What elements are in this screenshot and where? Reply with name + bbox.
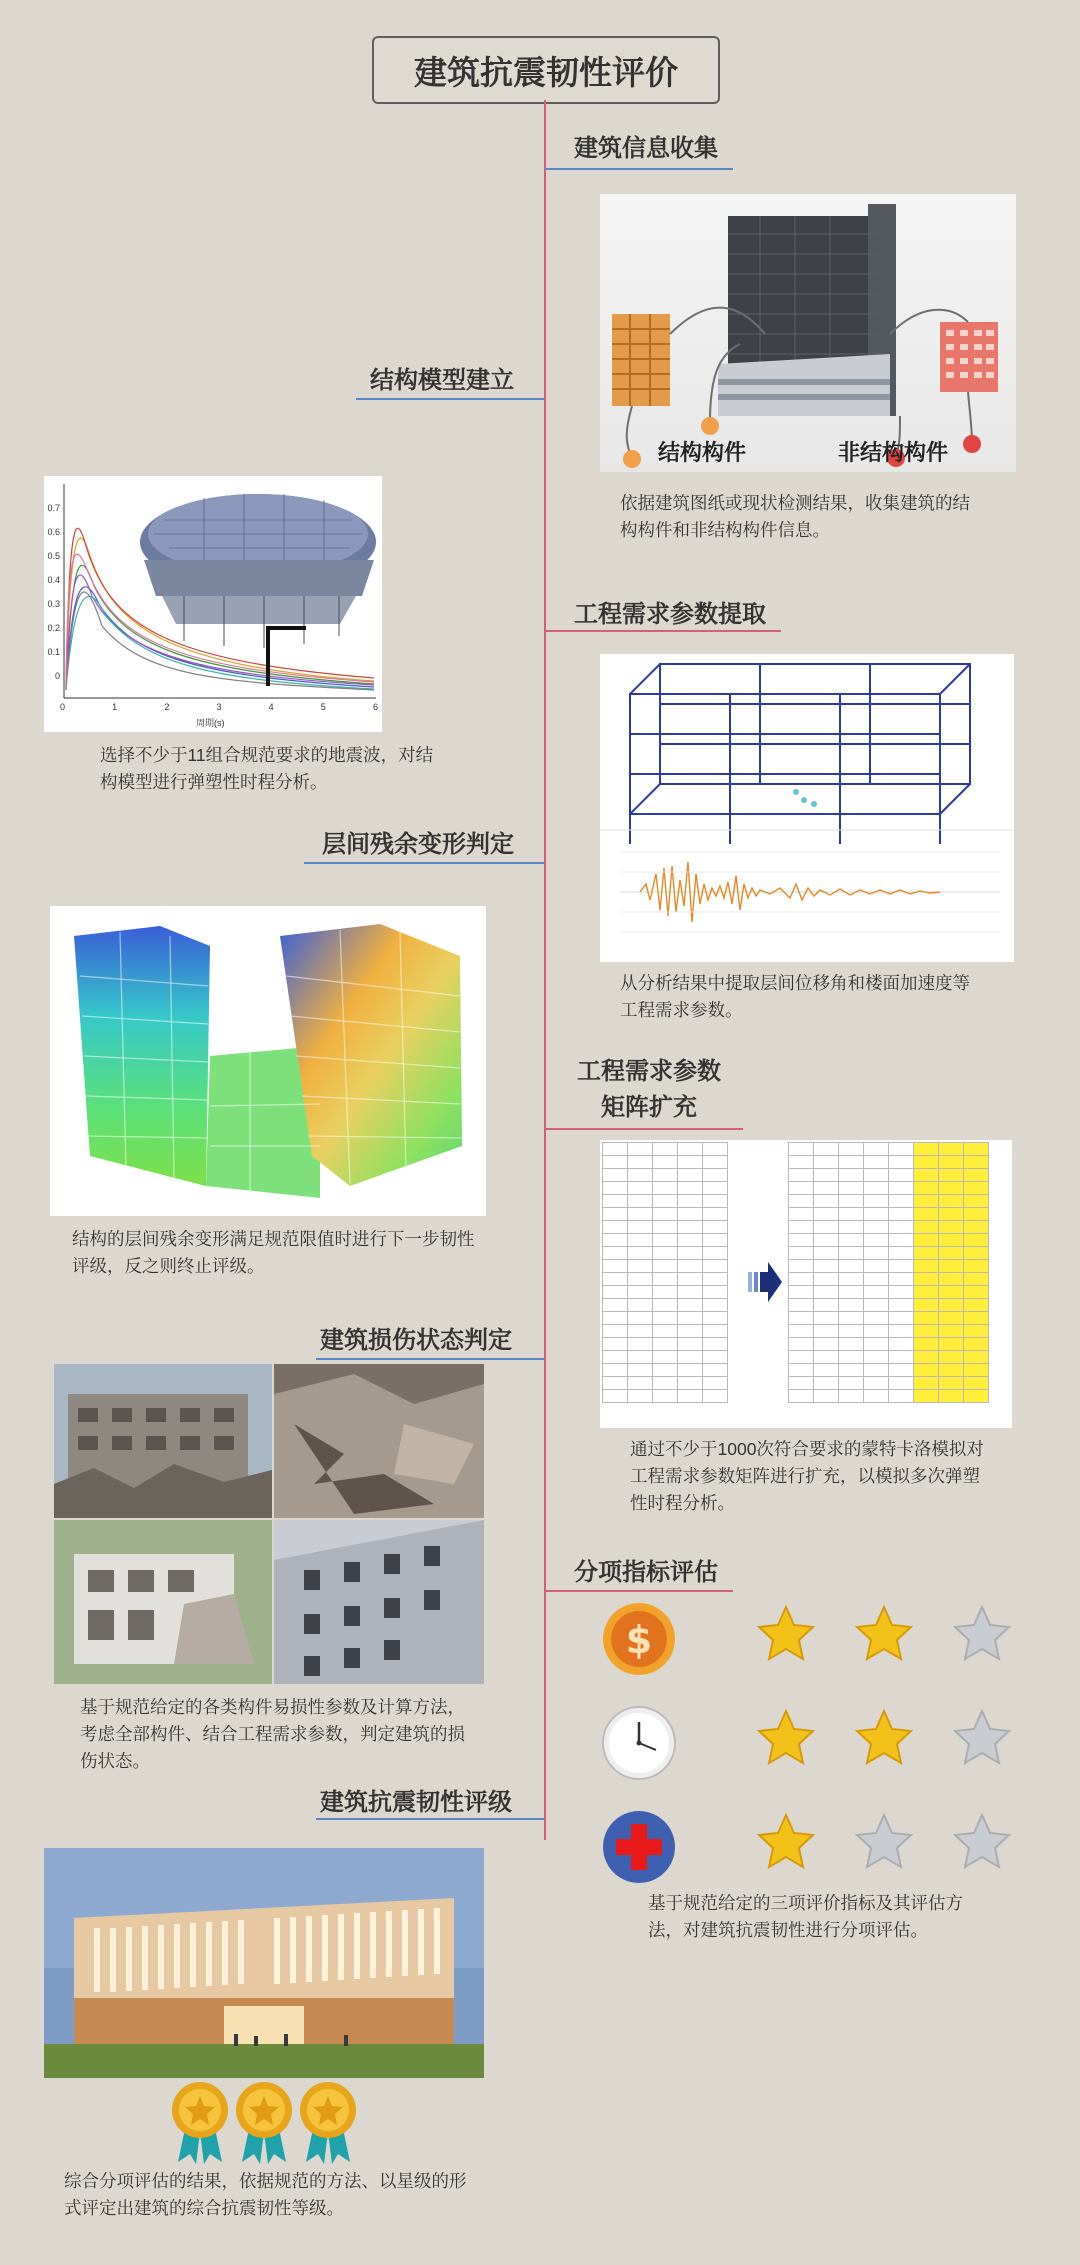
step-label-edp-matrix-line1: 工程需求参数	[577, 1058, 721, 1085]
medal-icon	[298, 2080, 358, 2166]
step-label-edp-matrix	[574, 1054, 724, 1126]
step-desc-residual-deformation: 结构的层间残余变形满足规范限值时进行下一步韧性评级，反之则终止评级。	[72, 1229, 475, 1276]
rating-stars-casualty	[756, 1812, 1012, 1870]
step-label-structural-model: 结构模型建立	[370, 367, 514, 394]
branch-connector	[545, 1590, 733, 1592]
structural-components-label: 结构构件	[658, 440, 747, 465]
branch-connector	[545, 1128, 743, 1130]
star-filled-icon	[756, 1708, 816, 1766]
step-desc-edp-extraction: 从分析结果中提取层间位移角和楼面加速度等工程需求参数。	[620, 973, 970, 1020]
branch-connector	[356, 398, 544, 400]
star-filled-icon	[854, 1604, 914, 1662]
timeline-spine	[544, 100, 546, 1840]
damage-photos-grid	[54, 1364, 484, 1684]
xtick: 4	[268, 702, 274, 712]
branch-connector	[304, 862, 544, 864]
clock-icon	[600, 1704, 678, 1782]
xtick: 3	[216, 702, 222, 712]
step-label-residual-deformation: 层间残余变形判定	[322, 831, 514, 858]
step-desc-structural-model: 选择不少于11组合规范要求的地震波，对结构模型进行弹塑性时程分析。	[100, 745, 434, 792]
deformation-contour-model	[50, 906, 486, 1216]
step-label-info-collection: 建筑信息收集	[574, 135, 718, 162]
rating-medals	[170, 2080, 358, 2166]
medical-cross-icon	[600, 1808, 678, 1886]
original-matrix	[602, 1142, 728, 1403]
branch-connector	[316, 1818, 544, 1820]
page-title: 建筑抗震韧性评价	[372, 36, 720, 104]
xtick: 1	[112, 702, 118, 712]
ytick: 0.6	[47, 527, 60, 537]
expanded-matrix	[788, 1142, 989, 1403]
ytick: 0.1	[47, 647, 60, 657]
step-desc-resilience-rating: 综合分项评估的结果，依据规范的方法、以星级的形式评定出建筑的综合抗震韧性等级。	[64, 2171, 467, 2218]
xtick: 0	[60, 702, 66, 712]
nonstructural-components-label: 非结构构件	[838, 440, 949, 465]
xtick: 2	[164, 702, 170, 712]
expanded-matrix-grid	[788, 1142, 989, 1403]
step-label-edp-matrix-line2: 矩阵扩充	[601, 1094, 697, 1121]
star-filled-icon	[756, 1812, 816, 1870]
step-desc-edp-matrix: 通过不少于1000次符合要求的蒙特卡洛模拟对工程需求参数矩阵进行扩充，以模拟多次弹塑性时程分析。	[630, 1439, 984, 1513]
xtick: 6	[372, 702, 378, 712]
residual-deformation-image	[50, 906, 486, 1216]
star-empty-icon	[952, 1604, 1012, 1662]
structural-model-image	[44, 476, 382, 732]
step-label-edp-extraction: 工程需求参数提取	[574, 601, 766, 628]
rating-rows	[600, 1600, 1020, 1890]
campus-building-illustration	[44, 1848, 484, 2078]
edp-matrix-image	[600, 1140, 1012, 1428]
ytick: 0.5	[47, 551, 60, 561]
ytick: 0.2	[47, 623, 60, 633]
rating-stars-cost	[756, 1604, 1012, 1662]
frame-and-timehistory-illustration	[600, 654, 1014, 962]
star-filled-icon	[854, 1708, 914, 1766]
ytick: 0	[54, 671, 60, 681]
campus-building-photo	[44, 1848, 484, 2078]
chart-yticks	[46, 496, 60, 688]
step-label-damage-state: 建筑损伤状态判定	[320, 1327, 512, 1354]
star-filled-icon	[756, 1604, 816, 1662]
building-components-image	[600, 194, 1016, 472]
step-desc-damage-state: 基于规范给定的各类构件易损性参数及计算方法，考虑全部构件、结合工程需求参数，判定建筑的损伤状态。	[80, 1697, 465, 1771]
building-components-illustration	[600, 194, 1016, 472]
branch-connector	[316, 1358, 544, 1360]
chart-xlabel: 周期(s)	[196, 718, 225, 728]
spectrum-chart-with-stadium-model	[44, 476, 382, 732]
step-desc-sub-indicator: 基于规范给定的三项评价指标及其评估方法，对建筑抗震韧性进行分项评估。	[648, 1893, 963, 1940]
step-label-sub-indicator: 分项指标评估	[574, 1559, 718, 1586]
ytick: 0.3	[47, 599, 60, 609]
star-empty-icon	[952, 1812, 1012, 1870]
ytick: 0.4	[47, 575, 60, 585]
branch-connector	[545, 168, 733, 170]
medal-icon	[170, 2080, 230, 2166]
medal-icon	[234, 2080, 294, 2166]
chart-xticks	[60, 702, 378, 712]
step-desc-info-collection: 依据建筑图纸或现状检测结果，收集建筑的结构构件和非结构构件信息。	[620, 493, 970, 540]
original-matrix-grid	[602, 1142, 728, 1403]
branch-connector	[545, 630, 781, 632]
xtick: 5	[320, 702, 326, 712]
star-empty-icon	[952, 1708, 1012, 1766]
star-empty-icon	[854, 1812, 914, 1870]
rating-stars-time	[756, 1708, 1012, 1766]
ytick: 0.7	[47, 503, 60, 513]
earthquake-damage-photos	[54, 1364, 484, 1684]
money-icon	[600, 1600, 678, 1678]
step-label-resilience-rating: 建筑抗震韧性评级	[320, 1789, 512, 1816]
edp-extraction-image	[600, 654, 1014, 962]
svg-text:$: $	[625, 1618, 653, 1662]
expansion-arrow-icon	[748, 1260, 782, 1304]
